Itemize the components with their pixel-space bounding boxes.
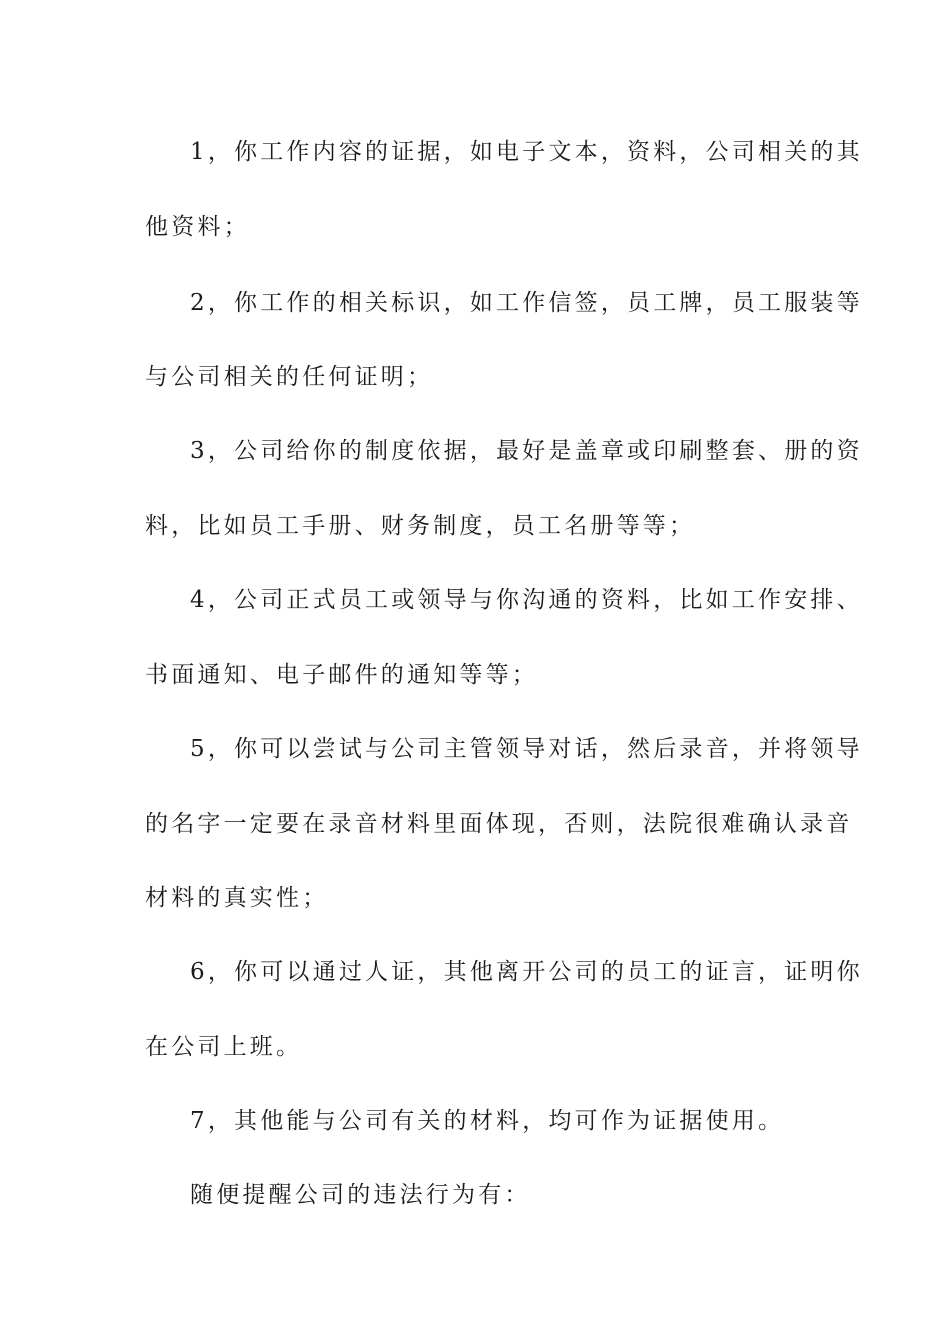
item-5-line-3: 材料的真实性； [145,885,329,911]
item-5-line-1: 5，你可以尝试与公司主管领导对话，然后录音，并将领导 [190,736,863,762]
item-6-line-1: 6，你可以通过人证，其他离开公司的员工的证言，证明你 [190,959,863,985]
item-2-line-2: 与公司相关的任何证明； [145,364,434,390]
item-1-line-1: 1，你工作内容的证据，如电子文本，资料，公司相关的其 [190,139,863,165]
item-6-line-2: 在公司上班。 [145,1034,303,1060]
item-7-line-1: 7，其他能与公司有关的材料，均可作为证据使用。 [190,1108,785,1134]
item-5-line-2: 的名字一定要在录音材料里面体现，否则，法院很难确认录音 [145,811,853,837]
item-4-line-1: 4，公司正式员工或领导与你沟通的资料，比如工作安排、 [190,587,863,613]
item-3-line-2: 料，比如员工手册、财务制度，员工名册等等； [145,513,696,539]
item-2-line-1: 2，你工作的相关标识，如工作信签，员工牌，员工服装等 [190,290,863,316]
item-1-line-2: 他资料； [145,214,250,240]
item-3-line-1: 3，公司给你的制度依据，最好是盖章或印刷整套、册的资 [190,438,863,464]
item-4-line-2: 书面通知、电子邮件的通知等等； [145,662,538,688]
closing-paragraph: 随便提醒公司的违法行为有： [190,1182,531,1208]
